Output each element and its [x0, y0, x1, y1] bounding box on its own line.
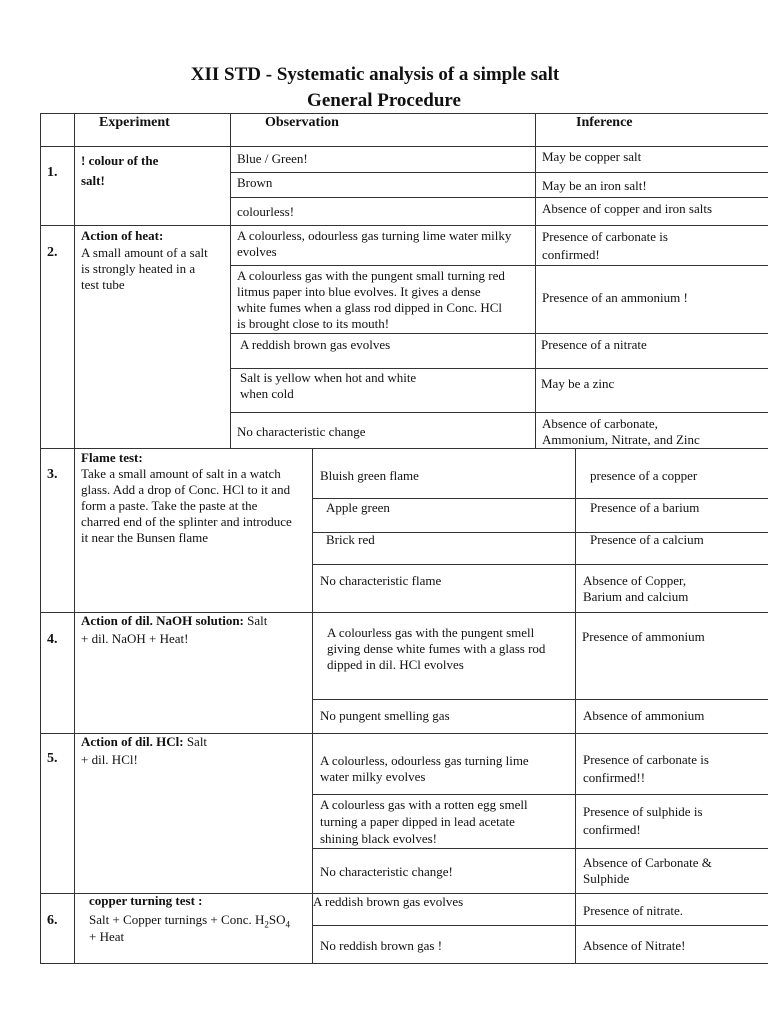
- observation-cell: No characteristic change: [237, 424, 366, 439]
- inference-cell: Absence of Nitrate!: [583, 938, 686, 953]
- inference-cell: Presence of a calcium: [590, 532, 704, 547]
- experiment-title: Action of heat:: [81, 228, 164, 243]
- row-number: 1.: [47, 165, 58, 180]
- observation-cell: A colourless, odourless gas turning lime water milky evolves: [237, 228, 512, 259]
- inference-cell: Presence of ammonium: [582, 629, 705, 644]
- header-observation: Observation: [265, 115, 339, 130]
- observation-cell: colourless!: [237, 204, 295, 219]
- inference-cell: Absence of carbonate, Ammonium, Nitrate, and Zinc: [542, 416, 700, 447]
- inference-cell: May be an iron salt!: [542, 178, 647, 193]
- experiment-body: A small amount of a salt is strongly heated in a test tube: [81, 245, 208, 292]
- observation-cell: Brick red: [326, 532, 375, 547]
- experiment-title: Flame test:: [81, 450, 143, 465]
- inference-cell: Presence of a barium: [590, 500, 700, 515]
- observation-cell: Salt is yellow when hot and white when cold: [240, 370, 417, 401]
- inference-cell: Absence of Carbonate & Sulphide: [583, 855, 712, 886]
- inference-cell: Absence of Copper, Barium and calcium: [583, 573, 689, 604]
- observation-cell: No reddish brown gas !: [320, 938, 443, 953]
- page-subtitle: General Procedure: [307, 90, 461, 111]
- experiment-title: ! colour of the salt!: [81, 153, 159, 188]
- observation-cell: No characteristic flame: [320, 573, 442, 588]
- inference-cell: May be copper salt: [542, 149, 642, 164]
- observation-cell: Apple green: [326, 500, 390, 515]
- experiment-title: Action of dil. NaOH solution: Salt: [81, 613, 268, 628]
- experiment-body: + dil. NaOH + Heat!: [81, 631, 189, 646]
- observation-cell: A reddish brown gas evolves: [313, 894, 464, 909]
- observation-cell: No pungent smelling gas: [320, 708, 450, 723]
- experiment-body: + dil. HCl!: [81, 752, 138, 767]
- experiment-body: Take a small amount of salt in a watch glass. Add a drop of Conc. HCl to it and form a paste. Take the paste at the charred end of the splinter and introduce it near the Bunsen flame: [81, 466, 292, 545]
- observation-cell: Bluish green flame: [320, 468, 419, 483]
- row-number: 2.: [47, 245, 58, 260]
- row-number: 3.: [47, 467, 58, 482]
- observation-cell: No characteristic change!: [320, 864, 453, 879]
- experiment-body: Salt + Copper turnings + Conc. $H_2SO_4$: [89, 912, 290, 930]
- observation-cell: A reddish brown gas evolves: [240, 337, 391, 352]
- page-title: XII STD - Systematic analysis of a simple salt: [190, 64, 560, 85]
- inference-cell: Absence of copper and iron salts: [542, 201, 713, 216]
- observation-cell: A colourless, odourless gas turning lime water milky evolves: [320, 753, 529, 784]
- inference-cell: Presence of carbonate is confirmed!: [542, 229, 668, 262]
- inference-cell: Presence of carbonate is confirmed!!: [583, 752, 709, 785]
- experiment-title: copper turning test :: [89, 893, 203, 908]
- experiment-body-cont: + Heat: [89, 929, 125, 944]
- inference-cell: May be a zinc: [541, 376, 615, 391]
- header-experiment: Experiment: [99, 115, 170, 130]
- experiment-title: Action of dil. HCl: Salt: [81, 734, 208, 749]
- inference-cell: Presence of a nitrate: [541, 337, 647, 352]
- inference-cell: presence of a copper: [590, 468, 698, 483]
- row-number: 4.: [47, 632, 58, 647]
- observation-cell: A colourless gas with the pungent smell giving dense white fumes with a glass rod dipped in dil. HCl evolves: [327, 625, 546, 672]
- observation-cell: A colourless gas with the pungent small turning red litmus paper into blue evolves. It gives a dense white fumes when a glass rod dipped in Conc. HCl is brought close to its mouth!: [237, 268, 505, 331]
- inference-cell: Presence of nitrate.: [583, 903, 683, 918]
- inference-cell: Presence of an ammonium !: [542, 290, 688, 305]
- observation-cell: Blue / Green!: [237, 151, 308, 166]
- observation-cell: Brown: [237, 175, 273, 190]
- observation-cell: A colourless gas with a rotten egg smell turning a paper dipped in lead acetate shining black evolves!: [320, 797, 528, 846]
- inference-cell: Presence of sulphide is confirmed!: [583, 804, 703, 837]
- row-number: 5.: [47, 751, 58, 766]
- inference-cell: Absence of ammonium: [583, 708, 705, 723]
- row-number: 6.: [47, 913, 58, 928]
- header-inference: Inference: [576, 115, 633, 130]
